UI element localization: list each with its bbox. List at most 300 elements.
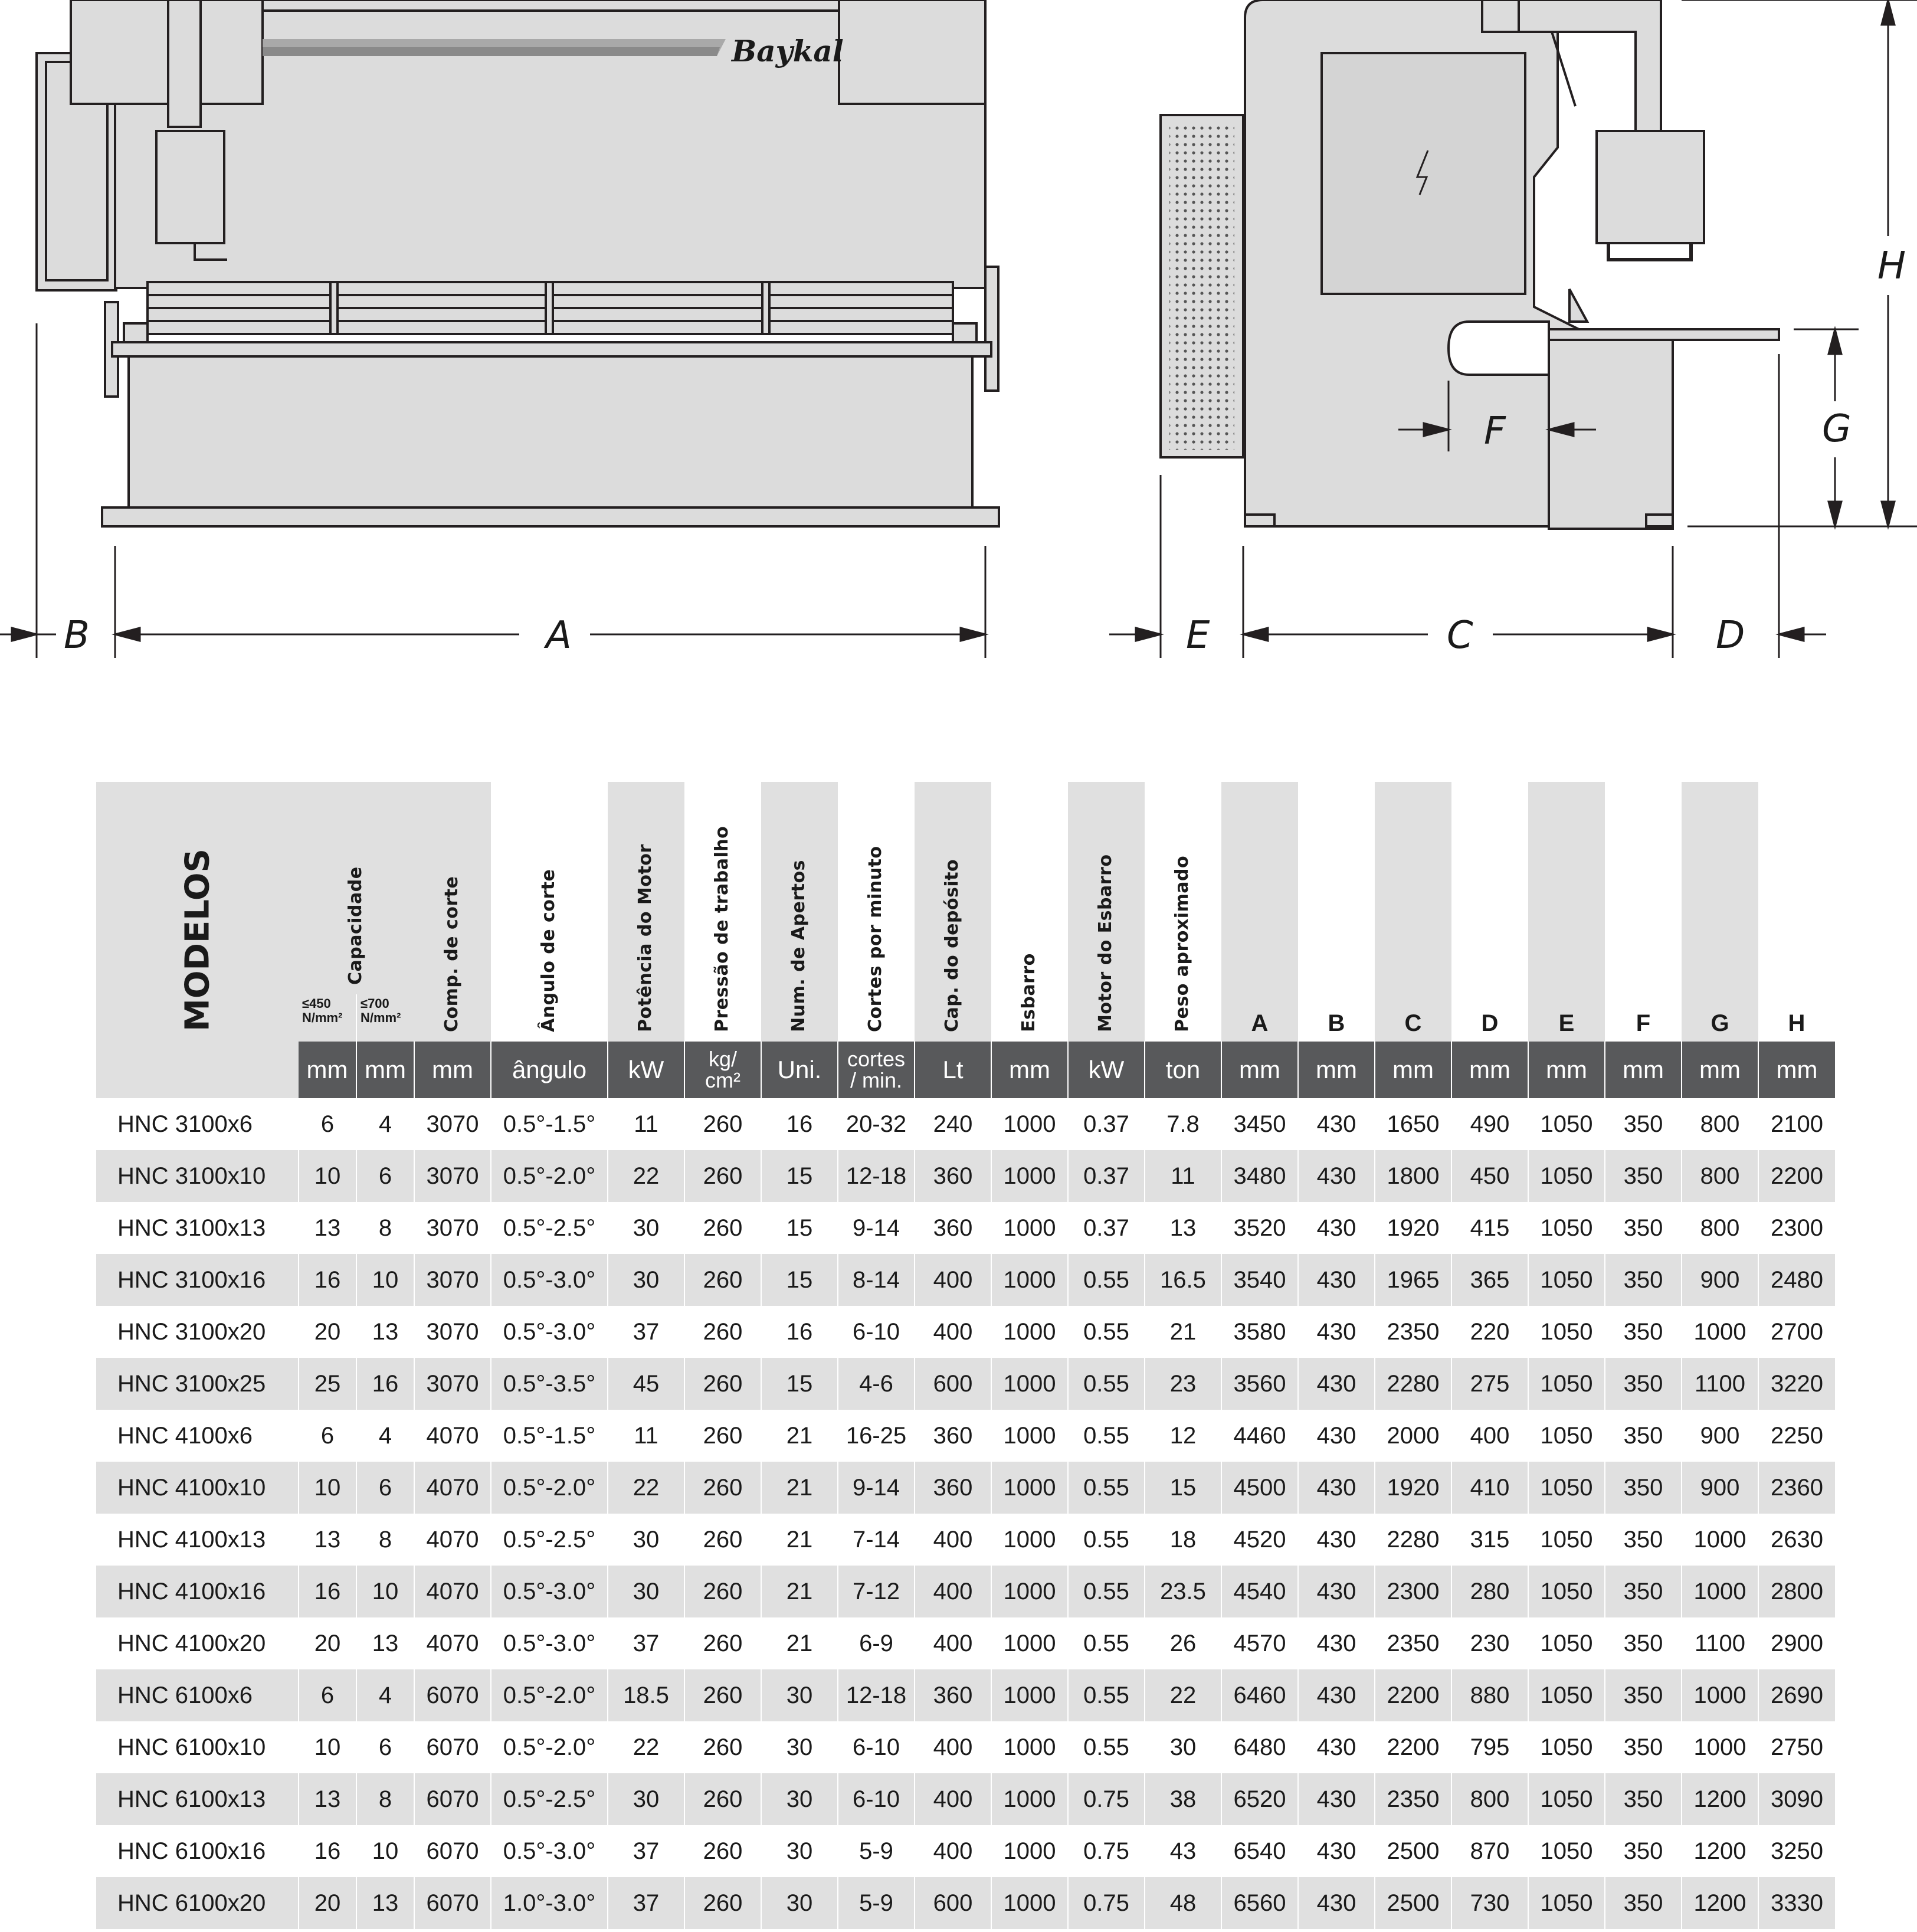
- table-cell: 1050: [1528, 1877, 1605, 1929]
- models-header: MODELOS: [178, 849, 217, 1032]
- table-cell: 350: [1605, 1669, 1682, 1721]
- table-cell: 430: [1298, 1514, 1375, 1566]
- specifications-table: [96, 782, 1835, 1929]
- table-cell: 16: [299, 1254, 356, 1306]
- table-cell: 4: [356, 1098, 414, 1150]
- table-cell: 400: [1451, 1410, 1528, 1462]
- table-cell: 8: [356, 1773, 414, 1825]
- table-cell: 4: [356, 1669, 414, 1721]
- table-cell: 3330: [1758, 1877, 1835, 1929]
- dim-label-d: D: [1716, 614, 1745, 657]
- table-cell: 260: [684, 1721, 761, 1773]
- table-cell: 1000: [1682, 1514, 1758, 1566]
- table-cell: 260: [684, 1514, 761, 1566]
- table-cell: 600: [915, 1358, 991, 1410]
- model-name-cell: HNC 4100x6: [117, 1422, 253, 1449]
- table-cell: 880: [1451, 1669, 1528, 1721]
- table-cell: 3070: [414, 1358, 491, 1410]
- table-cell: 4070: [414, 1410, 491, 1462]
- table-cell: 260: [684, 1773, 761, 1825]
- table-cell: 0.5°-2.5°: [491, 1514, 608, 1566]
- table-cell: 48: [1145, 1877, 1221, 1929]
- table-cell: 45: [608, 1358, 684, 1410]
- table-cell: 6070: [414, 1669, 491, 1721]
- table-cell: 260: [684, 1877, 761, 1929]
- table-cell: 15: [761, 1202, 838, 1254]
- model-name-cell: HNC 3100x13: [117, 1214, 266, 1241]
- table-cell: 16: [761, 1098, 838, 1150]
- table-row: [96, 1410, 1835, 1462]
- unit-cell: [684, 1042, 761, 1098]
- col-header-f: F: [1636, 1010, 1651, 1036]
- table-cell: 1000: [991, 1410, 1068, 1462]
- table-cell: 400: [915, 1773, 991, 1825]
- table-cell: 1000: [991, 1669, 1068, 1721]
- table-cell: 430: [1298, 1150, 1375, 1202]
- table-cell: 37: [608, 1825, 684, 1877]
- unit-cell: mm: [1298, 1042, 1375, 1098]
- table-cell: 2000: [1375, 1410, 1451, 1462]
- table-cell: 0.75: [1068, 1877, 1145, 1929]
- table-cell: 10: [356, 1825, 414, 1877]
- table-cell: 350: [1605, 1462, 1682, 1514]
- table-cell: 7-12: [838, 1566, 915, 1617]
- table-cell: 1000: [991, 1254, 1068, 1306]
- table-cell: 600: [915, 1877, 991, 1929]
- table-cell: 13: [299, 1514, 356, 1566]
- table-cell: 3070: [414, 1202, 491, 1254]
- table-cell: 360: [915, 1410, 991, 1462]
- unit-cell: kW: [608, 1042, 684, 1098]
- model-name-cell: HNC 3100x10: [96, 1150, 299, 1202]
- model-name-cell: HNC 6100x13: [96, 1773, 299, 1825]
- table-cell: 430: [1298, 1098, 1375, 1150]
- col-header-label: Potência do Motor: [635, 844, 656, 1032]
- table-cell: 8-14: [838, 1254, 915, 1306]
- col-header-label: Ângulo de corte: [538, 869, 559, 1032]
- unit-cell: mm: [1682, 1042, 1758, 1098]
- table-cell: 2500: [1375, 1825, 1451, 1877]
- table-cell: 3070: [414, 1150, 491, 1202]
- capacity-sub-unit: N/mm²: [361, 1010, 401, 1025]
- table-cell: 21: [761, 1462, 838, 1514]
- table-cell: 260: [684, 1462, 761, 1514]
- table-cell: 2360: [1758, 1462, 1835, 1514]
- table-cell: 0.5°-3.0°: [491, 1306, 608, 1358]
- unit-line: / min.: [850, 1068, 902, 1092]
- table-cell: 430: [1298, 1410, 1375, 1462]
- table-cell: 1200: [1682, 1773, 1758, 1825]
- table-cell: 260: [684, 1825, 761, 1877]
- table-cell: 30: [608, 1202, 684, 1254]
- table-cell: 0.37: [1068, 1098, 1145, 1150]
- brand-logo: Baykal: [732, 34, 844, 68]
- table-cell: 3480: [1221, 1150, 1298, 1202]
- table-cell: 7-14: [838, 1514, 915, 1566]
- table-row: [96, 1098, 1835, 1150]
- table-cell: 3070: [414, 1254, 491, 1306]
- table-cell: 30: [761, 1669, 838, 1721]
- table-cell: 4460: [1221, 1410, 1298, 1462]
- table-cell: 13: [356, 1306, 414, 1358]
- table-cell: 430: [1298, 1877, 1375, 1929]
- unit-line: cortes: [847, 1047, 906, 1071]
- unit-cell: mm: [991, 1042, 1068, 1098]
- table-cell: 0.55: [1068, 1358, 1145, 1410]
- table-cell: 2480: [1758, 1254, 1835, 1306]
- col-header-d: D: [1481, 1010, 1499, 1036]
- table-cell: 730: [1451, 1877, 1528, 1929]
- table-cell: 18.5: [608, 1669, 684, 1721]
- table-cell: 22: [608, 1150, 684, 1202]
- table-header: [96, 782, 1835, 1098]
- table-cell: 1000: [991, 1877, 1068, 1929]
- col-header: [838, 782, 915, 1042]
- table-cell: 38: [1145, 1773, 1221, 1825]
- side-view: [1161, 0, 1779, 529]
- table-cell: 6: [299, 1669, 356, 1721]
- table-cell: 16-25: [838, 1410, 915, 1462]
- table-cell: 430: [1298, 1773, 1375, 1825]
- table-cell: 6: [356, 1462, 414, 1514]
- table-cell: 13: [1145, 1202, 1221, 1254]
- dim-label-e: E: [1186, 614, 1210, 657]
- table-cell: 2300: [1758, 1202, 1835, 1254]
- table-cell: 6-9: [838, 1617, 915, 1669]
- table-cell: 0.5°-1.5°: [491, 1098, 608, 1150]
- table-cell: 260: [684, 1617, 761, 1669]
- table-cell: 800: [1451, 1773, 1528, 1825]
- table-cell: 260: [684, 1254, 761, 1306]
- table-cell: 3250: [1758, 1825, 1835, 1877]
- table-cell: 315: [1451, 1514, 1528, 1566]
- dim-label-c: C: [1447, 614, 1473, 657]
- unit-cell: ton: [1145, 1042, 1221, 1098]
- table-cell: 800: [1682, 1202, 1758, 1254]
- table-cell: 1650: [1375, 1098, 1451, 1150]
- table-cell: 1000: [991, 1462, 1068, 1514]
- table-cell: 6070: [414, 1773, 491, 1825]
- table-cell: 260: [684, 1669, 761, 1721]
- table-cell: 900: [1682, 1254, 1758, 1306]
- table-cell: 4070: [414, 1566, 491, 1617]
- table-cell: 6: [299, 1410, 356, 1462]
- table-cell: 9-14: [838, 1462, 915, 1514]
- col-header-label: Cortes por minuto: [865, 846, 886, 1032]
- table-cell: 3580: [1221, 1306, 1298, 1358]
- table-cell: 13: [299, 1202, 356, 1254]
- table-cell: 6-10: [838, 1721, 915, 1773]
- table-row: [96, 1514, 1835, 1566]
- table-cell: 870: [1451, 1825, 1528, 1877]
- table-cell: 7.8: [1145, 1098, 1221, 1150]
- table-cell: 1200: [1682, 1877, 1758, 1929]
- table-cell: 11: [608, 1098, 684, 1150]
- col-header-e: E: [1528, 782, 1605, 1042]
- table-cell: 1050: [1528, 1617, 1605, 1669]
- col-header-label: Cap. do depósito: [942, 859, 962, 1032]
- table-cell: 400: [915, 1825, 991, 1877]
- table-cell: 22: [608, 1462, 684, 1514]
- table-cell: 0.75: [1068, 1825, 1145, 1877]
- table-cell: 900: [1682, 1410, 1758, 1462]
- unit-cell: mm: [414, 1042, 491, 1098]
- table-cell: 3450: [1221, 1098, 1298, 1150]
- table-row: [96, 1150, 1835, 1202]
- model-name-cell: HNC 4100x13: [117, 1526, 266, 1553]
- table-cell: 1000: [991, 1566, 1068, 1617]
- table-cell: 21: [761, 1514, 838, 1566]
- table-cell: 6560: [1221, 1877, 1298, 1929]
- table-row: [96, 1202, 1835, 1254]
- table-cell: 430: [1298, 1721, 1375, 1773]
- table-cell: 0.5°-1.5°: [491, 1410, 608, 1462]
- table-row: [96, 1306, 1835, 1358]
- table-cell: 4070: [414, 1514, 491, 1566]
- table-cell: 350: [1605, 1202, 1682, 1254]
- table-cell: 10: [299, 1721, 356, 1773]
- table-cell: 15: [761, 1358, 838, 1410]
- table-cell: 37: [608, 1617, 684, 1669]
- col-header: [915, 782, 991, 1042]
- col-header-g: G: [1682, 782, 1758, 1042]
- table-cell: 6070: [414, 1825, 491, 1877]
- col-header-label: Motor do Esbarro: [1095, 854, 1116, 1032]
- table-cell: 1050: [1528, 1358, 1605, 1410]
- table-cell: 260: [684, 1202, 761, 1254]
- model-name-cell: HNC 3100x25: [96, 1358, 299, 1410]
- col-header: [684, 782, 761, 1042]
- col-header: [991, 782, 1068, 1042]
- table-cell: 23.5: [1145, 1566, 1221, 1617]
- table-cell: 4540: [1221, 1566, 1298, 1617]
- table-cell: 240: [915, 1098, 991, 1150]
- table-row: [96, 1462, 1835, 1514]
- table-cell: 13: [299, 1773, 356, 1825]
- table-cell: 3560: [1221, 1358, 1298, 1410]
- table-cell: 430: [1298, 1669, 1375, 1721]
- table-cell: 0.5°-3.5°: [491, 1358, 608, 1410]
- table-cell: 4500: [1221, 1462, 1298, 1514]
- table-cell: 410: [1451, 1462, 1528, 1514]
- back-gauge-table: [1549, 329, 1779, 340]
- table-cell: 20-32: [838, 1098, 915, 1150]
- model-name-cell: HNC 3100x6: [117, 1111, 253, 1137]
- model-name-cell: HNC 4100x20: [117, 1630, 266, 1656]
- dim-label-b: B: [64, 614, 90, 657]
- table-cell: 350: [1605, 1566, 1682, 1617]
- dim-label-h: H: [1877, 244, 1906, 288]
- table-cell: 16: [356, 1358, 414, 1410]
- table-cell: 0.55: [1068, 1566, 1145, 1617]
- table-cell: 0.55: [1068, 1669, 1145, 1721]
- table-cell: 350: [1605, 1514, 1682, 1566]
- table-cell: 0.5°-2.0°: [491, 1150, 608, 1202]
- table-cell: 15: [1145, 1462, 1221, 1514]
- table-cell: 6: [356, 1150, 414, 1202]
- table-cell: 30: [761, 1721, 838, 1773]
- table-cell: 22: [1145, 1669, 1221, 1721]
- col-header-label: Comp. de corte: [441, 876, 462, 1032]
- table-cell: 2200: [1375, 1721, 1451, 1773]
- table-cell: 1050: [1528, 1254, 1605, 1306]
- col-header: [1145, 782, 1221, 1042]
- table-cell: 11: [1145, 1150, 1221, 1202]
- table-cell: 1965: [1375, 1254, 1451, 1306]
- table-cell: 4070: [414, 1617, 491, 1669]
- unit-cell: mm: [1605, 1042, 1682, 1098]
- table-cell: 2800: [1758, 1566, 1835, 1617]
- table-cell: 1050: [1528, 1306, 1605, 1358]
- table-cell: 1000: [991, 1150, 1068, 1202]
- table-cell: 400: [915, 1566, 991, 1617]
- table-cell: 13: [356, 1877, 414, 1929]
- table-cell: 1000: [991, 1773, 1068, 1825]
- table-cell: 8: [356, 1514, 414, 1566]
- table-cell: 1000: [991, 1306, 1068, 1358]
- table-cell: 360: [915, 1150, 991, 1202]
- table-cell: 400: [915, 1721, 991, 1773]
- table-cell: 0.37: [1068, 1202, 1145, 1254]
- table-cell: 900: [1682, 1462, 1758, 1514]
- table-cell: 1000: [991, 1617, 1068, 1669]
- table-row: [96, 1566, 1835, 1617]
- table-cell: 1050: [1528, 1721, 1605, 1773]
- table-cell: 0.5°-2.0°: [491, 1721, 608, 1773]
- table-cell: 2200: [1375, 1669, 1451, 1721]
- col-header: [608, 782, 684, 1042]
- table-cell: 6520: [1221, 1773, 1298, 1825]
- table-cell: 1050: [1528, 1669, 1605, 1721]
- table-cell: 1920: [1375, 1202, 1451, 1254]
- table-cell: 0.5°-3.0°: [491, 1566, 608, 1617]
- table-cell: 2750: [1758, 1721, 1835, 1773]
- table-cell: 22: [608, 1721, 684, 1773]
- table-cell: 5-9: [838, 1877, 915, 1929]
- table-cell: 1050: [1528, 1410, 1605, 1462]
- table-cell: 20: [299, 1617, 356, 1669]
- table-cell: 1050: [1528, 1150, 1605, 1202]
- table-cell: 6070: [414, 1877, 491, 1929]
- model-name-cell: HNC 6100x6: [96, 1669, 299, 1721]
- col-header: [491, 782, 608, 1042]
- table-cell: 10: [356, 1566, 414, 1617]
- table-cell: 1100: [1682, 1358, 1758, 1410]
- table-cell: 430: [1298, 1202, 1375, 1254]
- unit-cell: mm: [1375, 1042, 1451, 1098]
- unit-cell: [838, 1042, 915, 1098]
- dim-label-g: G: [1822, 407, 1852, 451]
- table-cell: 0.5°-2.0°: [491, 1669, 608, 1721]
- table-row: [96, 1721, 1835, 1773]
- table-cell: 0.5°-2.0°: [491, 1462, 608, 1514]
- table-cell: 1000: [991, 1721, 1068, 1773]
- table-cell: 10: [299, 1150, 356, 1202]
- table-cell: 2250: [1758, 1410, 1835, 1462]
- table-cell: 37: [608, 1877, 684, 1929]
- table-cell: 2350: [1375, 1773, 1451, 1825]
- side-cylinder: [1597, 131, 1704, 243]
- table-cell: 1050: [1528, 1462, 1605, 1514]
- table-cell: 0.55: [1068, 1462, 1145, 1514]
- table-cell: 9-14: [838, 1202, 915, 1254]
- table-cell: 260: [684, 1098, 761, 1150]
- table-cell: 350: [1605, 1410, 1682, 1462]
- table-cell: 275: [1451, 1358, 1528, 1410]
- table-cell: 0.55: [1068, 1617, 1145, 1669]
- table-cell: 260: [684, 1358, 761, 1410]
- table-cell: 430: [1298, 1358, 1375, 1410]
- col-header-label: Pressão de trabalho: [712, 826, 732, 1032]
- capacity-sub-value: ≤700: [361, 996, 389, 1011]
- table-cell: 2500: [1375, 1877, 1451, 1929]
- table-cell: 430: [1298, 1462, 1375, 1514]
- table-cell: 260: [684, 1150, 761, 1202]
- table-cell: 2630: [1758, 1514, 1835, 1566]
- table-cell: 6460: [1221, 1669, 1298, 1721]
- unit-cell: kW: [1068, 1042, 1145, 1098]
- table-cell: 490: [1451, 1098, 1528, 1150]
- table-cell: 2690: [1758, 1669, 1835, 1721]
- dim-label-a: A: [546, 614, 572, 657]
- model-name-cell: HNC 6100x16: [117, 1838, 266, 1864]
- model-name-cell: HNC 6100x10: [117, 1734, 266, 1760]
- table-cell: 30: [761, 1825, 838, 1877]
- col-header-label: Peso aproximado: [1172, 855, 1192, 1032]
- col-header-a: A: [1221, 782, 1298, 1042]
- table-cell: 26: [1145, 1617, 1221, 1669]
- unit-cell: ângulo: [491, 1042, 608, 1098]
- table-cell: 1050: [1528, 1514, 1605, 1566]
- capacity-sub-unit: N/mm²: [302, 1010, 343, 1025]
- table-cell: 2280: [1375, 1358, 1451, 1410]
- table-cell: 430: [1298, 1566, 1375, 1617]
- table-cell: 4070: [414, 1462, 491, 1514]
- table-cell: 1050: [1528, 1202, 1605, 1254]
- table-cell: 30: [1145, 1721, 1221, 1773]
- table-cell: 350: [1605, 1358, 1682, 1410]
- table-cell: 2900: [1758, 1617, 1835, 1669]
- table-cell: 4: [356, 1410, 414, 1462]
- unit-cell: Uni.: [761, 1042, 838, 1098]
- table-cell: 230: [1451, 1617, 1528, 1669]
- table-row: [96, 1773, 1835, 1825]
- table-cell: 365: [1451, 1254, 1528, 1306]
- table-cell: 350: [1605, 1773, 1682, 1825]
- table-cell: 8: [356, 1202, 414, 1254]
- table-row: [96, 1669, 1835, 1721]
- table-cell: 1050: [1528, 1773, 1605, 1825]
- table-cell: 21: [761, 1410, 838, 1462]
- table-cell: 6540: [1221, 1825, 1298, 1877]
- table-cell: 1000: [1682, 1566, 1758, 1617]
- table-cell: 2200: [1758, 1150, 1835, 1202]
- table-cell: 0.5°-3.0°: [491, 1825, 608, 1877]
- table-row: [96, 1825, 1835, 1877]
- table-cell: 400: [915, 1514, 991, 1566]
- table-cell: 30: [761, 1877, 838, 1929]
- table-cell: 1050: [1528, 1566, 1605, 1617]
- table-cell: 1000: [1682, 1306, 1758, 1358]
- table-cell: 6480: [1221, 1721, 1298, 1773]
- unit-cell: mm: [356, 1042, 414, 1098]
- table-cell: 0.37: [1068, 1150, 1145, 1202]
- table-cell: 220: [1451, 1306, 1528, 1358]
- unit-cell: mm: [1221, 1042, 1298, 1098]
- models-header-cell: [96, 782, 299, 1098]
- col-header: [1068, 782, 1145, 1042]
- table-cell: 350: [1605, 1098, 1682, 1150]
